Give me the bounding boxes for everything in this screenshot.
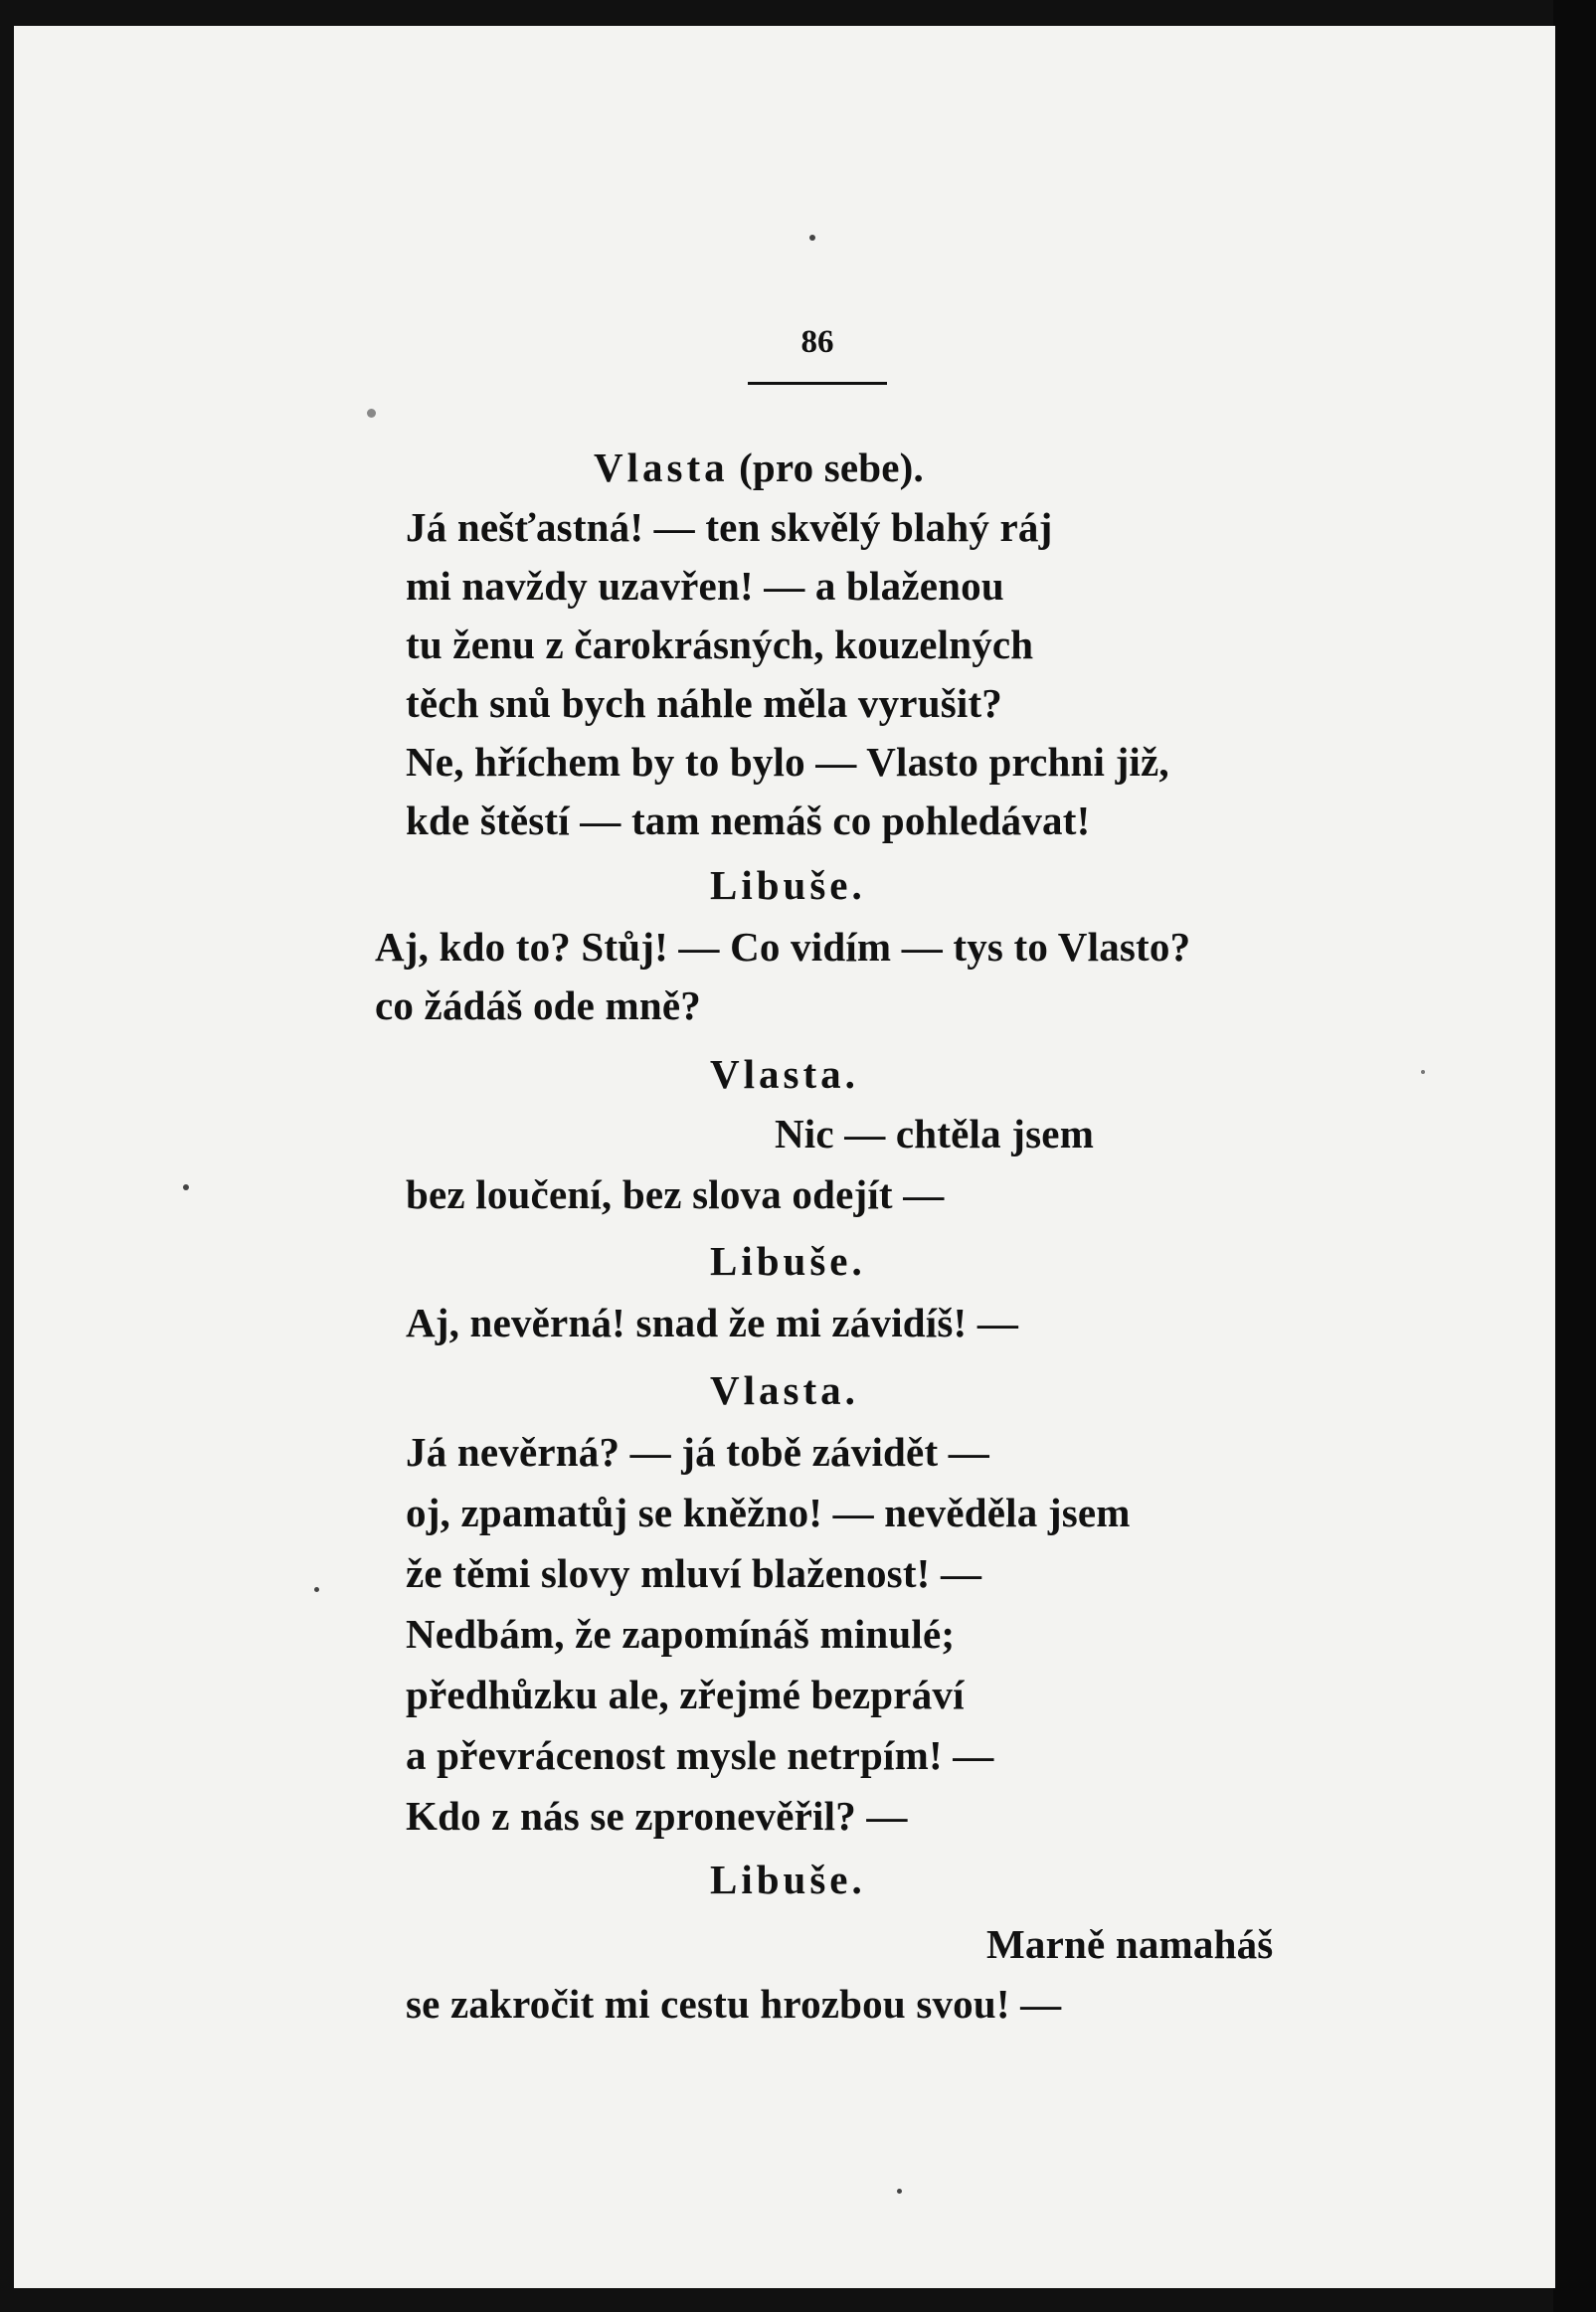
verse-line: Aj, kdo to? Stůj! — Co vidím — tys to Vlasto? — [375, 924, 1191, 970]
verse-line: Já nešťastná! — ten skvělý blahý ráj — [406, 504, 1053, 550]
verse-line: Ne, hříchem by to bylo — Vlasto prchni již, — [406, 739, 1169, 785]
speaker-name: Libuše. — [710, 862, 866, 908]
verse-line: že těmi slovy mluví blaženost! — — [406, 1550, 982, 1596]
page-number: 86 — [800, 324, 834, 360]
verse-line: Nedbám, že zapomínáš minulé; — [406, 1611, 956, 1657]
verse-line: mi navždy uzavřen! — a blaženou — [406, 563, 1004, 609]
speaker-heading — [594, 444, 924, 491]
verse-line: Aj, nevěrná! snad že mi závidíš! — — [406, 1300, 1019, 1345]
speaker-name: Vlasta. — [710, 1051, 859, 1097]
paper-speck — [897, 2189, 902, 2194]
paper-speck — [809, 235, 815, 241]
speaker-name: Vlasta. — [710, 1367, 859, 1413]
stage-direction: (pro sebe). — [739, 445, 924, 490]
paper-speck — [1421, 1070, 1425, 1074]
verse-line: co žádáš ode mně? — [375, 982, 701, 1028]
book-page — [14, 26, 1555, 2288]
verse-line: těch snů bych náhle měla vyrušit? — [406, 680, 1002, 726]
page-edge-shadow — [1553, 0, 1596, 2312]
paper-speck — [183, 1184, 189, 1190]
verse-line: Já nevěrná? — já tobě závidět — — [406, 1429, 989, 1475]
verse-line: a převrácenost mysle netrpím! — — [406, 1732, 994, 1778]
verse-line: Kdo z nás se zpronevěřil? — — [406, 1793, 908, 1839]
speaker-name: Libuše. — [710, 1857, 866, 1902]
verse-line: kde štěstí — tam nemáš co pohledávat! — [406, 798, 1091, 843]
page-number-rule — [748, 382, 887, 385]
verse-line: bez loučení, bez slova odejít — — [406, 1171, 945, 1217]
verse-line: Nic — chtěla jsem — [775, 1111, 1095, 1156]
verse-line: předhůzku ale, zřejmé bezpráví — [406, 1672, 965, 1717]
verse-line: oj, zpamatůj se kněžno! — nevěděla jsem — [406, 1490, 1131, 1535]
speaker-name: Libuše. — [710, 1238, 866, 1284]
verse-line: tu ženu z čarokrásných, kouzelných — [406, 622, 1034, 667]
verse-line: Marně namaháš — [986, 1921, 1274, 1967]
verse-line: se zakročit mi cestu hrozbou svou! — — [406, 1981, 1062, 2027]
speaker-name: Vlasta — [594, 445, 729, 490]
paper-speck — [367, 409, 376, 418]
paper-speck — [314, 1587, 319, 1592]
